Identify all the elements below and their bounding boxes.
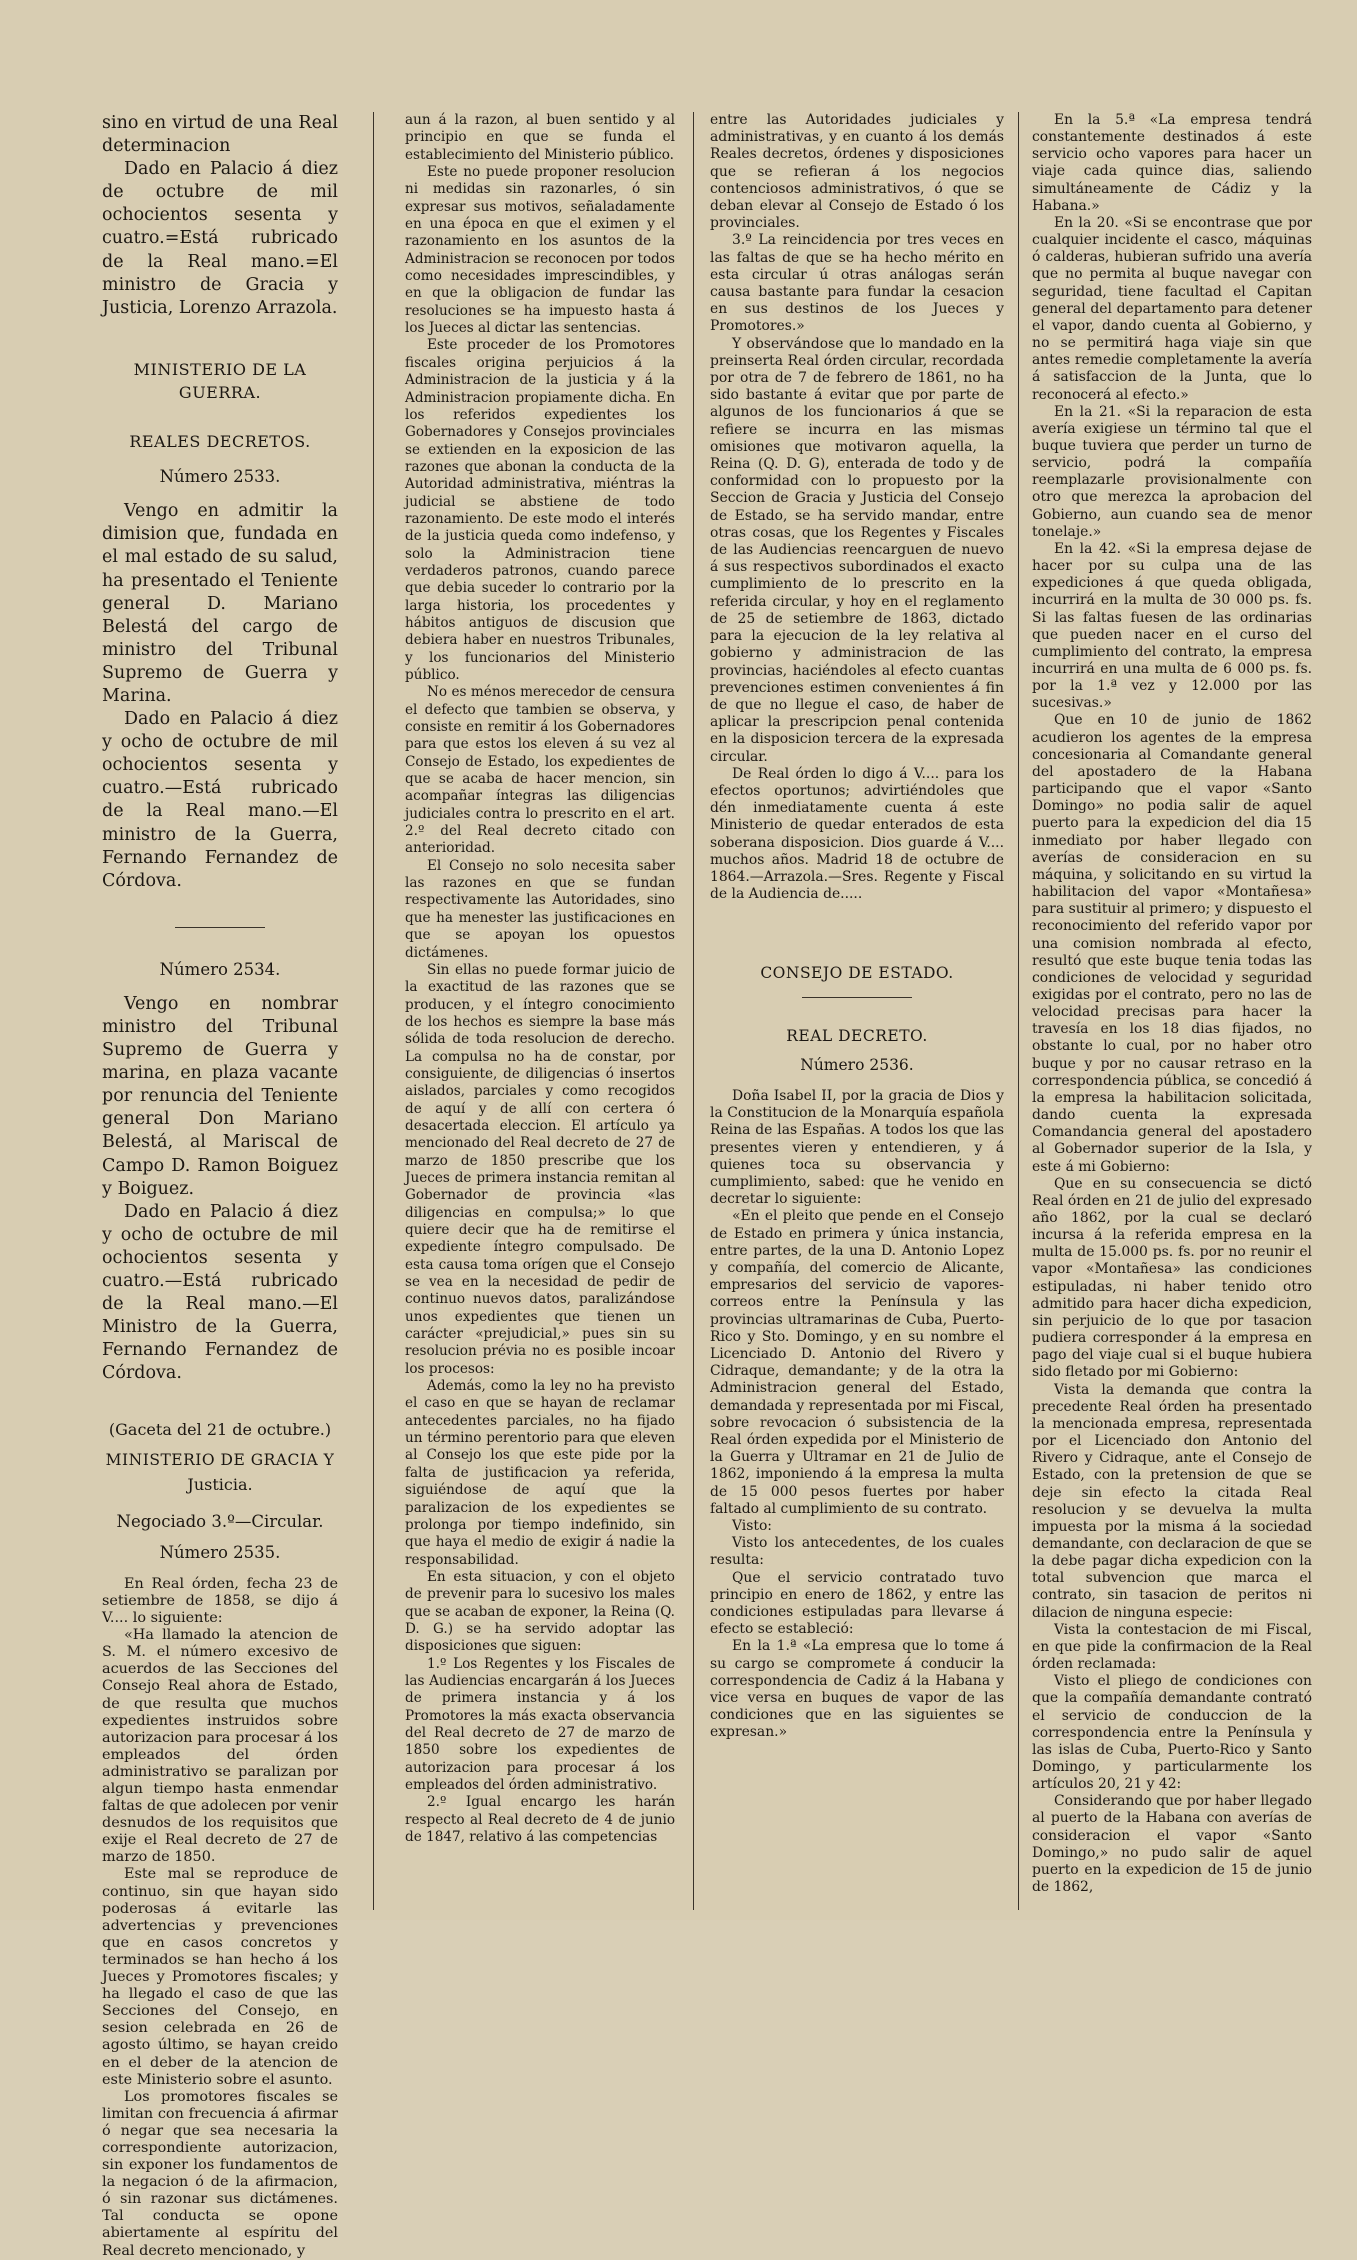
paragraph: El Consejo no solo necesita saber las razones en que se fundan respectivamente las Autoridades, sino que ha menester las justificaciones en que se apoyan los opuestos dictámenes.	[405, 857, 675, 961]
paragraph: Considerando que por haber llegado al puerto de la Habana con averías de consideracion el vapor «Santo Domingo,» no pudo salir de aquel puerto en la expedicion de 15 de junio de 1862,	[1032, 1793, 1312, 1896]
negociado: Negociado 3.º—Circular.	[116, 1511, 324, 1531]
paragraph: 2.º Igual encargo les harán respecto al Real decreto de 4 de junio de 1847, relativo á las competencias	[405, 1794, 675, 1846]
paragraph: 1.º Los Regentes y los Fiscales de las Audiencias encargarán á los Jueces de primera instancia y á los Promotores la más exacta observancia del Real decreto de 27 de marzo de 1850 sobre los expedientes de autorizacion para procesar á los empleados del órden administrativo.	[405, 1655, 675, 1793]
paragraph: Que en 10 de junio de 1862 acudieron los agentes de la empresa concesionaria al Comandante general del apostadero de la Habana participando que el vapor «Santo Domingo» no podia salir de aquel puerto para la expedicion del dia 15 inmediato por haber llegado con averías de consideracion en su máquina, y solicitando en su virtud la habilitacion del vapor «Montañesa» para sustituir al primero; y dispuesto el reconocimiento del referido vapor por una comision nombrada al efecto, resultó que este buque tenia todas las condiciones de velocidad y seguridad exigidas por el contrato, pero no las de velocidad precisas para hacer la travesía en los 18 dias fijados, no obstante lo cual, por no haber otro buque y por no causar retraso en la correspondencia pública, se concedió á la empresa la habilitacion solicitada, dando cuenta la expresada Comandancia general del apostadero al Gobernador superior de la Isla, y este á mi Gobierno:	[1032, 712, 1312, 1175]
paragraph: Además, como la ley no ha previsto el caso en que se hayan de reclamar antecedentes parciales, no ha fijado un término perentorio para que eleven al Consejo los que este pide por la falta de justificacion ya referida, siguiéndose de aquí que la paralizacion de los expedientes se prolonga por tiempo indefinido, sin que haya el medio de exigir á nadie la responsabilidad.	[405, 1378, 675, 1568]
paragraph: Que en su consecuencia se dictó Real órden en 21 de julio del expresado año 1862, por la cual se declaró incursa á la referida empresa en la multa de 15.000 ps. fs. por no reunir el vapor «Montañesa» las condiciones estipuladas, ni haber tenido otro admitido para hacer dicha expedicion, sin perjuicio de lo que por tasacion pudiera corresponder á la empresa en pago del viaje cual si el buque hubiera sido fletado por mi Gobierno:	[1032, 1175, 1312, 1381]
divider	[175, 893, 265, 928]
paragraph: «En el pleito que pende en el Consejo de Estado en primera y única instancia, entre partes, de la una D. Antonio Lopez y compañía, del comercio de Alicante, empresarios del servicio de vapores-correos entre la Península y las provincias ultramarinas de Cuba, Puerto-Rico y Sto. Domingo, y en su nombre el Licenciado D. Antonio del Rivero y Cidraque, demandante; y de la otra la Administracion general del Estado, demandada y representada por mi Fiscal, sobre revocacion ó subsistencia de la Real órden expedida por el Ministerio de la Guerra y Ultramar en 21 de Julio de 1862, imponiendo á la empresa la multa de 15 000 pesos fuertes por haber faltado al cumplimiento de su contrato.	[710, 1208, 1004, 1517]
paragraph: Este mal se reproduce de continuo, sin que hayan sido poderosas á evitarle las advertencias y prevenciones que en casos concretos y terminados se han hecho á los Jueces y Promotores fiscales; y ha llegado el caso de que las Secciones del Consejo, en sesion celebrada en 26 de agosto último, se hayan creido en el deber de la atencion de este Ministerio sobre el asunto.	[102, 1866, 338, 2088]
paragraph: De Real órden lo digo á V.... para los efectos oportunos; advirtiéndoles que dén inmediatamente cuenta á este Ministerio de quedar enterados de esta soberana disposicion. Dios guarde á V.... muchos años. Madrid 18 de octubre de 1864.—Arrazola.—Sres. Regente y Fiscal de la Audiencia de.....	[710, 765, 1004, 903]
section-heading: CONSEJO DE ESTADO.	[760, 964, 954, 983]
decree-number: Número 2535.	[159, 1542, 281, 1562]
paragraph: Vista la contestacion de mi Fiscal, en que pide la confirmacion de la Real órden reclamada:	[1032, 1621, 1312, 1673]
gazette-date: (Gaceta del 21 de octubre.)	[108, 1419, 332, 1439]
column-3	[710, 112, 1004, 1916]
decree-number: Número 2536.	[800, 1055, 914, 1074]
paragraph: En la 1.ª «La empresa que lo tome á su cargo se compromete á conducir la correspondencia de Cadiz á la Habana y vice versa en buques de vapor de las condiciones que en las siguientes se expresan.»	[710, 1638, 1004, 1741]
divider	[802, 997, 912, 998]
paragraph: Dado en Palacio á diez y ocho de octubre de mil ochocientos sesenta y cuatro.—Está rubricado de la Real mano.—El Ministro de la Guerra, Fernando Fernandez de Córdova.	[102, 1201, 338, 1384]
paragraph: Vengo en admitir la dimision que, fundada en el mal estado de su salud, ha presentado el Teniente general D. Mariano Belestá del cargo de ministro del Tribunal Supremo de Guerra y Marina.	[102, 501, 338, 706]
column-4	[1032, 112, 1312, 1916]
paragraph: Este proceder de los Promotores fiscales origina perjuicios á la Administracion de la justicia y á la Administracion propiamente dicha. En los referidos expedientes los Gobernadores y Consejos provinciales se extienden en la exposicion de las razones que abonan la conducta de la Autoridad administrativa, miéntras la judicial se abstiene de todo razonamiento. De este modo el interés de la justicia queda como indefenso, y solo la Administracion tiene verdaderos patronos, cuando parece que debia suceder lo contrario por la larga historia, los procedentes y hábitos antiguos de discusion que debiera haber en nuestros Tribunales, y los funcionarios del Ministerio público.	[405, 337, 675, 683]
section-heading: MINISTERIO DE GRACIA Y	[105, 1450, 335, 1469]
paragraph: Visto los antecedentes, de los cuales resulta:	[710, 1535, 1004, 1569]
paragraph: En la 5.ª «La empresa tendrá constantemente destinados á este servicio ocho vapores para hacer un viaje cada quince dias, saliendo simultáneamente de Cádiz y la Habana.»	[1032, 112, 1312, 214]
paragraph: Este no puede proponer resolucion ni medidas sin razonarles, ó sin expresar sus motivos, señaladamente en una época en que el eximen y el razonamiento en los asuntos de la Administracion se reconocen por todos como necesidades imprescindibles, y en que la obligacion de fundar las resoluciones se ha impuesto hasta á los Jueces al dictar las sentencias.	[405, 164, 675, 337]
paragraph: En la 21. «Si la reparacion de esta avería exigiese un término tal que el buque tuviera que perder un turno de servicio, podrá la compañía reemplazarle provisionalmente con otro que merezca la aprobacion del Gobierno, aun cuando sea de menor tonelaje.»	[1032, 403, 1312, 540]
paragraph: Doña Isabel II, por la gracia de Dios y la Constitucion de la Monarquía española Reina de las Españas. A todos los que las presentes vieren y entendieren, y á quienes toca su observancia y cumplimiento, sabed: que he venido en decretar lo siguiente:	[710, 1087, 1004, 1208]
paragraph: sino en virtud de una Real determinacion	[102, 113, 338, 157]
column-1	[102, 112, 338, 2259]
column-2	[405, 112, 675, 1916]
paragraph: En la 20. «Si se encontrase que por cualquier incidente el casco, máquinas ó calderas, hubieran sufrido una avería que no permita al buque navegar con seguridad, tiene facultad el Capitan general del departamento para detener el vapor, dando cuenta al Gobierno, y no se permitirá haga viaje sin que antes remedie completamente la avería á satisfaccion de la Junta, que lo reconocerá al efecto.»	[1032, 214, 1312, 403]
decree-number: Número 2534.	[159, 959, 281, 979]
paragraph: 3.º La reincidencia por tres veces en las faltas de que se ha hecho mérito en esta circular ú otras análogas serán causa bastante para fundar la cesacion en sus destinos de los Jueces y Promotores.»	[710, 232, 1004, 335]
section-heading-cont: Justicia.	[187, 1474, 253, 1494]
section-heading: MINISTERIO DE LA GUERRA.	[133, 359, 307, 402]
decree-number: Número 2533.	[159, 467, 281, 487]
paragraph: Visto:	[732, 1518, 772, 1535]
paragraph: aun á la razon, al buen sentido y al principio en que se funda el establecimiento del Ministerio público.	[405, 112, 675, 163]
paragraph: En la 42. «Si la empresa dejase de hacer por su culpa una de las expediciones á que queda obligada, incurrirá en la multa de 30 000 ps. fs. Si las faltas fuesen de las ordinarias que pueden nacer en el curso del cumplimiento del contrato, la empresa incurrirá en una multa de 6 000 ps. fs. por la 1.ª vez y 12.000 por las sucesivas.»	[1032, 540, 1312, 712]
paragraph: Dado en Palacio á diez de octubre de mil ochocientos sesenta y cuatro.=Está rubricado de la Real mano.=El ministro de Gracia y Justicia, Lorenzo Arrazola.	[102, 159, 338, 318]
subsection-heading: REAL DECRETO.	[786, 1026, 928, 1045]
paragraph: Vista la demanda que contra la precedente Real órden ha presentado la mencionada empresa, representada por el Licenciado don Antonio del Rivero y Cidraque, ante el Consejo de Estado, con la pretension de que se deje sin efecto la citada Real resolucion y se devuelva la multa impuesta por la misma á la sociedad demandante, con declaracion de que se la debe pagar dicha expedicion con la total subvencion que marca el contrato, sin tasacion de peritos ni dilacion de ninguna especie:	[1032, 1381, 1312, 1621]
column-rule	[373, 112, 374, 1910]
subsection-heading: REALES DECRETOS.	[129, 432, 311, 452]
paragraph: Que el servicio contratado tuvo principio en enero de 1862, y entre las condiciones estipuladas para llevarse á efecto se estableció:	[710, 1569, 1004, 1638]
paragraph: En Real órden, fecha 23 de setiembre de 1858, se dijo á V.... lo siguiente:	[102, 1575, 338, 1627]
paragraph: Los promotores fiscales se limitan con frecuencia á afirmar ó negar que sea necesaria la correspondiente autorizacion, sin exponer los fundamentos de la negacion ó de la afirmacion, ó sin razonar sus dictámenes. Tal conducta se opone abiertamente al espíritu del Real decreto mencionado, y	[102, 2088, 338, 2259]
paragraph: En esta situacion, y con el objeto de prevenir para lo sucesivo los males que se acaban de exponer, la Reina (Q. D. G.) se ha servido adoptar las disposiciones que siguen:	[405, 1568, 675, 1655]
column-rule	[693, 112, 694, 1910]
paragraph: No es ménos merecedor de censura el defecto que tambien se observa, y consiste en remitir á los Gobernadores para que estos los eleven á su vez al Consejo de Estado, los expedientes de que se acaba de hacer mencion, sin acompañar íntegras las diligencias judiciales contra lo prescrito en el art. 2.º del Real decreto citado con anterioridad.	[405, 684, 675, 857]
paragraph: Dado en Palacio á diez y ocho de octubre de mil ochocientos sesenta y cuatro.—Está rubricado de la Real mano.—El ministro de la Guerra, Fernando Fernandez de Córdova.	[102, 709, 338, 891]
paragraph: «Ha llamado la atencion de S. M. el número excesivo de acuerdos de las Secciones del Consejo Real ahora de Estado, de que resulta que muchos expedientes instruidos sobre autorizacion para procesar á los empleados del órden administrativo se paralizan por algun tiempo hasta enmendar faltas de que adolecen por venir desnudos de los requisitos que exije el Real decreto de 27 de marzo de 1850.	[102, 1627, 338, 1866]
paragraph: Visto el pliego de condiciones con que la compañía demandante contrató el servicio de conduccion de la correspondencia entre la Península y las islas de Cuba, Puerto-Rico y Santo Domingo, y particularmente los artículos 20, 21 y 42:	[1032, 1673, 1312, 1793]
paragraph: Sin ellas no puede formar juicio de la exactitud de las razones que se producen, y el íntegro conocimiento de los hechos es siempre la base más sólida de toda resolucion de derecho. La compulsa no ha de constar, por consiguiente, de diligencias ó insertos aislados, parciales y como recogidos de aquí y de allí con certera ó desacertada eleccion. El artículo ya mencionado del Real decreto de 27 de marzo de 1850 prescribe que los Jueces de primera instancia remitan al Gobernador de provincia «las diligencias en compulsa;» lo que quiere decir que ha de remitirse el expediente íntegro compulsado. De esta causa toma orígen que el Consejo se vea en la necesidad de pedir de continuo nuevos datos, paralizándose unos expedientes que tienen un carácter «prejudicial,» pues sin su resolucion prévia no es posible incoar los procesos:	[405, 961, 675, 1377]
paragraph: Vengo en nombrar ministro del Tribunal Supremo de Guerra y marina, en plaza vacante por renuncia del Teniente general Don Mariano Belestá, al Mariscal de Campo D. Ramon Boiguez y Boiguez.	[102, 993, 338, 1199]
paragraph: Y observándose que lo mandado en la preinserta Real órden circular, recordada por otra de 7 de febrero de 1861, no ha sido bastante á evitar que por parte de algunos de los funcionarios á que se refiere se incurra en las mismas omisiones que motivaron aquella, la Reina (Q. D. G), enterada de todo y de conformidad con lo propuesto por la Seccion de Gracia y Justicia del Consejo de Estado, se ha servido mandar, entre otras cosas, que los Regentes y Fiscales de las Audiencias reencarguen de nuevo á sus respectivos subordinados el exacto cumplimiento de lo prescrito en la referida circular, y hoy en el reglamento de 25 de setiembre de 1863, dictado para la ejecucion de la ley relativa al gobierno y administracion de las provincias, haciéndoles al efecto cuantas prevenciones estimen convenientes á fin de que no llegue el caso, de haber de aplicar la prescripcion penal contenida en la disposicion tercera de la expresada circular.	[710, 335, 1004, 765]
column-rule	[1018, 112, 1019, 1910]
paragraph: entre las Autoridades judiciales y administrativas, y en cuanto á los demás Reales decretos, órdenes y disposiciones que se refieran á los negocios contenciosos administrativos, ó que se deban elevar al Consejo de Estado ó los provinciales.	[710, 112, 1004, 232]
